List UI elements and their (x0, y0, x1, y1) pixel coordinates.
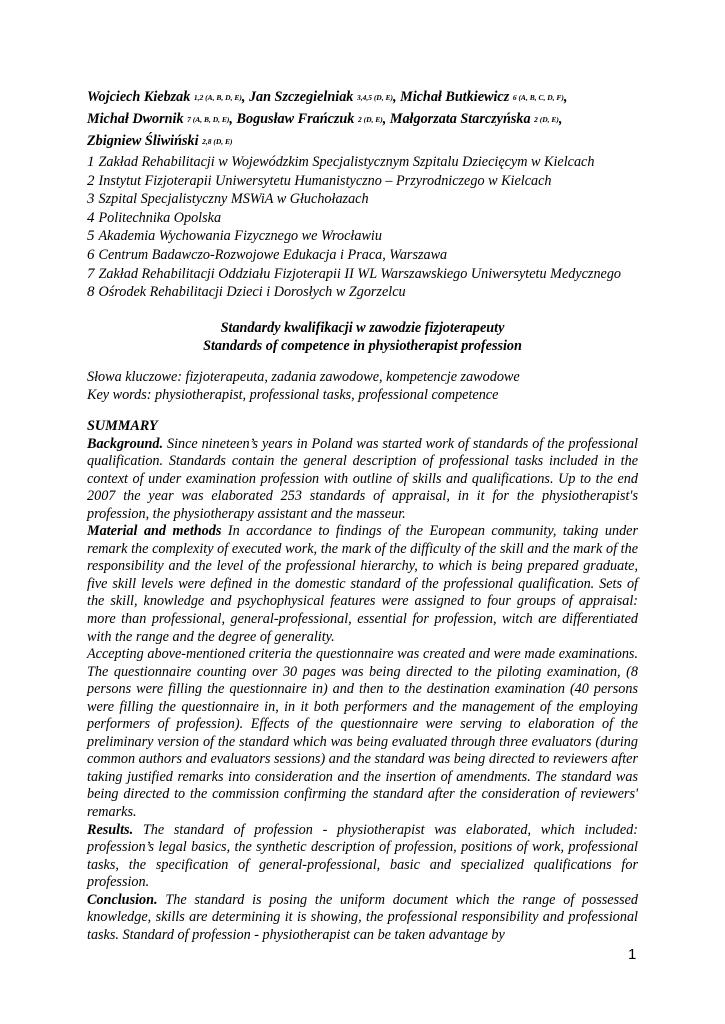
author-affiliation-marker: 1,2 (A, B, D, E) (193, 93, 242, 102)
affiliation-text: Centrum Badawczo-Rozwojowe Edukacja i Praca, Warszawa (98, 246, 448, 263)
background-paragraph (87, 436, 638, 524)
author-affiliation-marker: 2 (D, E) (357, 115, 383, 124)
affiliation-number: 2 (87, 172, 95, 189)
author-affiliation-marker: 3,4,5 (D, E) (356, 93, 393, 102)
affiliation-text: Instytut Fizjoterapii Uniwersytetu Humanistyczno – Przyrodniczego w Kielcach (98, 172, 552, 189)
affiliation-text: Akademia Wychowania Fizycznego we Wrocławiu (98, 228, 382, 245)
author-name: Michał Butkiewicz (400, 89, 510, 105)
affiliation-number: 6 (87, 246, 95, 263)
affiliation-number: 8 (87, 284, 95, 301)
results-paragraph (87, 822, 638, 892)
methods-paragraph-continued: Accepting above-mentioned criteria the questionnaire was created and were made examinations. The questionnaire counting over 30 pages was being directed to the piloting examination, (8 persons were filling the questionnaire in) and then to the destination examination (40 persons were filling the questionnaire in, in it both performers and the management of the employing performers of profession). Effects of the questionnaire were serving to elaboration of the preliminary version of the standard which was being evaluated through three evaluators (during common authors and evaluators sessions) and the standard was being directed to reviewers after taking justified remarks into consideration and the insertion of amendments. The standard was being directed to the commission confirming the standard after the consideration of reviewers' remarks. (87, 646, 638, 821)
keywords-block (87, 369, 638, 405)
author-name: Wojciech Kiebzak (87, 89, 191, 105)
affiliation-text: Ośrodek Rehabilitacji Dzieci i Dorosłych w Zgorzelcu (98, 284, 406, 301)
author-name: Jan Szczegielniak (248, 89, 354, 105)
affiliation-number: 5 (87, 228, 95, 245)
author-name: Małgorzata Starczyńska (389, 111, 531, 127)
affiliation-text: Politechnika Opolska (98, 209, 222, 226)
affiliation-text: Zakład Rehabilitacji Oddziału Fizjoterapii II WL Warszawskiego Uniwersytetu Medycznego (98, 265, 622, 282)
background-text: Since nineteen’s years in Poland was started work of standards of the professional qualification. Standards contain the general description of professional tasks included in the context of under examination profession with outline of skills and qualifications. Up to the end 2007 the year was elaborated 253 standards of appraisal, in it for the physiotherapist's profession, the physiotherapy assistant and the masseur. (87, 435, 638, 522)
affiliation-item (87, 227, 638, 246)
background-label: Background. (87, 435, 164, 452)
author-name: Michał Dwornik (87, 111, 184, 127)
affiliation-number: 4 (87, 209, 95, 226)
affiliation-item (87, 153, 638, 172)
affiliation-number: 3 (87, 191, 95, 208)
affiliation-text: Zakład Rehabilitacji w Wojewódzkim Specjalistycznym Szpitalu Dziecięcym w Kielcach (98, 154, 595, 170)
affiliation-item (87, 246, 638, 265)
affiliation-item (87, 190, 638, 209)
conclusion-label: Conclusion. (87, 891, 158, 908)
methods-paragraph (87, 523, 638, 646)
affiliation-item (87, 209, 638, 228)
author-affiliation-marker: 2,8 (D, E) (202, 137, 233, 146)
author-affiliation-marker: 7 (A, B, D, E) (187, 115, 230, 124)
keywords-polish: Słowa kluczowe: fizjoterapeuta, zadania zawodowe, kompetencje zawodowe (87, 369, 520, 385)
conclusion-paragraph (87, 892, 638, 945)
author-list: Wojciech Kiebzak 1,2 (A, B, D, E), Jan Szczegielniak 3,4,5 (D, E), Michał Butkiewicz 6 (A, B, C, D, F), Michał Dwornik 7 (A, B, D, E), Bogusław Frańczuk 2 (D, E), Małgorzata Starczyńska 2 (D, E), Zbigniew Śliwiński 2,8 (D, E) (87, 89, 568, 149)
results-label: Results. (87, 821, 134, 838)
title-english: Standards of competence in physiotherapist profession (203, 338, 522, 354)
affiliation-item (87, 283, 638, 302)
author-affiliation-marker: 2 (D, E) (534, 115, 559, 124)
author-affiliation-marker: 6 (A, B, C, D, F) (512, 93, 564, 102)
author-name: Bogusław Frańczuk (236, 111, 355, 127)
summary-section (87, 418, 638, 944)
results-text: The standard of profession - physiotherapist was elaborated, which included: profession’s legal basics, the synthetic description of profession, positions of work, professional tasks, the specification of general-professional, basic and specialized qualifications for profession. (87, 821, 638, 891)
keywords-english: Key words: physiotherapist, professional tasks, professional competence (87, 386, 499, 403)
affiliation-list (87, 153, 638, 302)
affiliation-number: 7 (87, 265, 95, 282)
affiliation-text: Szpital Specjalistyczny MSWiA w Głuchołazach (98, 191, 369, 208)
conclusion-text: The standard is posing the uniform document which the range of possessed knowledge, skills are determining it is showing, the professional responsibility and professional tasks. Standard of profession - physiotherapist can be taken advantage by (87, 891, 638, 943)
summary-heading: SUMMARY (87, 418, 158, 434)
affiliation-item (87, 265, 638, 284)
affiliation-item (87, 172, 638, 191)
title-block (87, 319, 638, 355)
affiliation-number: 1 (87, 154, 95, 170)
title-polish: Standardy kwalifikacji w zawodzie fizjoterapeuty (220, 320, 505, 336)
page-number: 1 (628, 946, 637, 963)
author-name: Zbigniew Śliwiński (87, 133, 199, 149)
methods-label: Material and methods (87, 523, 222, 540)
methods-text: In accordance to findings of the European community, taking under remark the complexity of executed work, the mark of the difficulty of the skill and the mark of the responsibility and the level of the professional hierarchy, to which is being prepared graduate, five skill levels were defined in the domestic standard of the professional qualification. Sets of the skill, knowledge and psychophysical features were assigned to four groups of appraisal: more than professional, general-professional, essential for profession, witch are differentiated with the range and the degree of generality. (87, 523, 638, 645)
